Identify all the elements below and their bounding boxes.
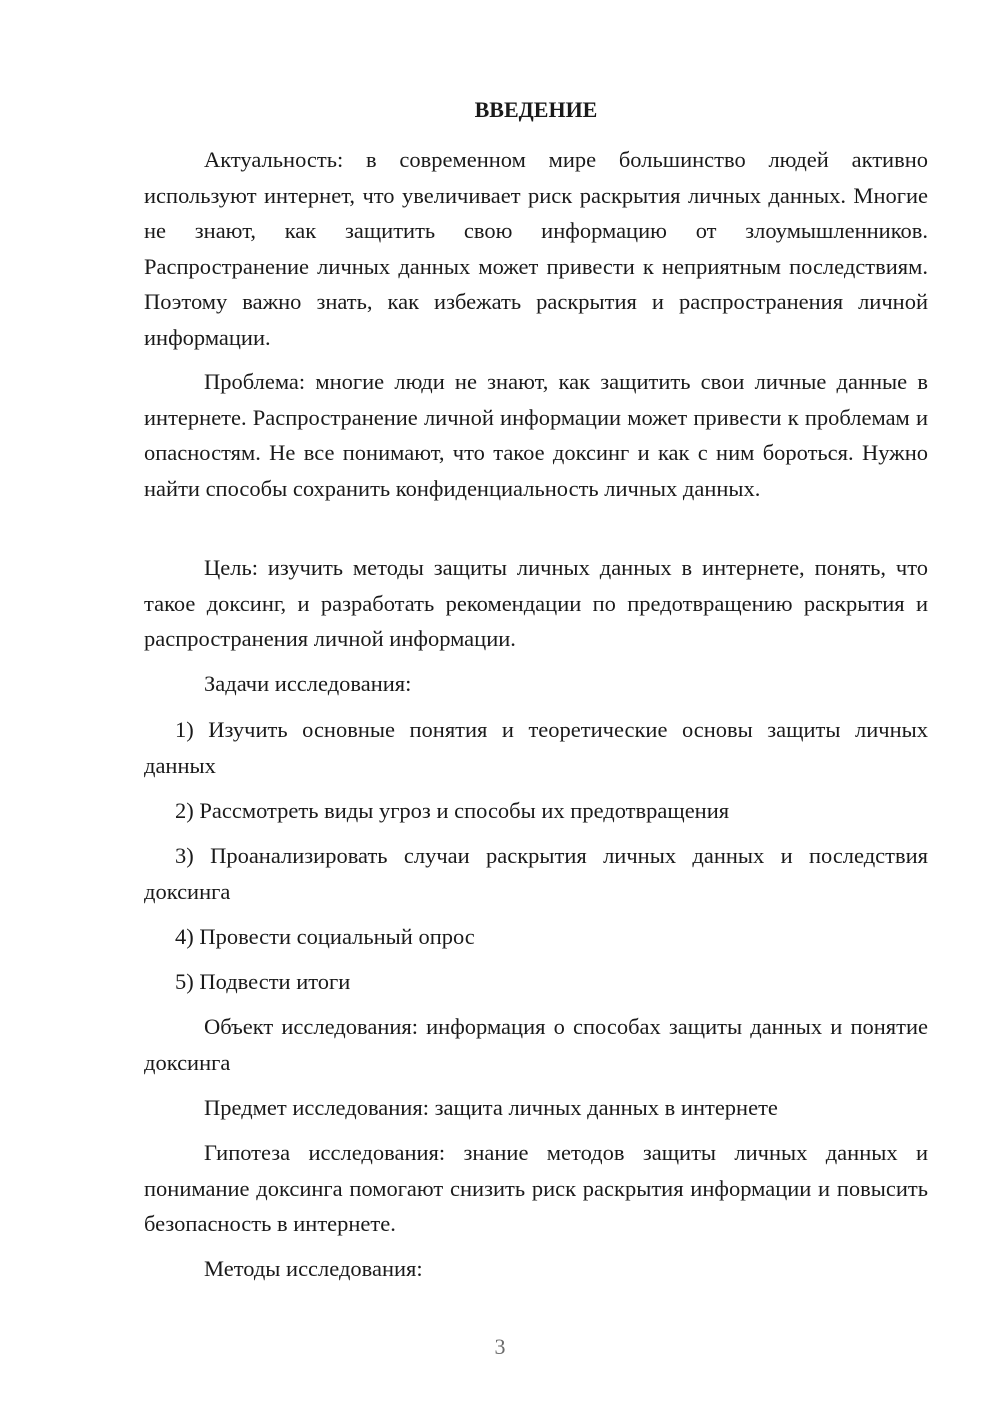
hypothesis-paragraph: Гипотеза исследования: знание методов защиты личных данных и понимание доксинга помогают снизить риск раскрытия информации и повысить безопасность в интернете. — [144, 1140, 928, 1236]
object-paragraph: Объект исследования: информация о способах защиты данных и понятие доксинга — [144, 1014, 928, 1075]
page-title: ВВЕДЕНИЕ — [474, 97, 598, 122]
task-item-3: 3) Проанализировать случаи раскрытия личных данных и последствия доксинга — [144, 843, 928, 904]
subject-paragraph: Предмет исследования: защита личных данных в интернете — [204, 1095, 778, 1120]
task-item-5: 5) Подвести итоги — [175, 969, 351, 994]
methods-heading: Методы исследования: — [204, 1256, 423, 1281]
relevance-paragraph: Актуальность: в современном мире большинство людей активно используют интернет, что увеличивает риск раскрытия личных данных. Многие не знают, как защитить свою информацию от злоумышленников. Распространение личных данных может привести к неприятным последствиям. Поэтому важно знать, как избежать раскрытия и распространения личной информации. — [144, 147, 928, 350]
task-item-4: 4) Провести социальный опрос — [175, 924, 475, 949]
page-number: 3 — [494, 1334, 506, 1359]
task-item-1: 1) Изучить основные понятия и теоретические основы защиты личных данных — [144, 717, 928, 778]
task-item-2: 2) Рассмотреть виды угроз и способы их предотвращения — [175, 798, 730, 823]
goal-paragraph: Цель: изучить методы защиты личных данных в интернете, понять, что такое доксинг, и разработать рекомендации по предотвращению раскрытия и распространения личной информации. — [144, 555, 928, 651]
tasks-heading: Задачи исследования: — [204, 671, 412, 696]
problem-paragraph: Проблема: многие люди не знают, как защитить свои личные данные в интернете. Распространение личной информации может привести к проблемам и опасностям. Не все понимают, что такое доксинг и как с ним бороться. Нужно найти способы сохранить конфиденциальность личных данных. — [144, 369, 928, 501]
